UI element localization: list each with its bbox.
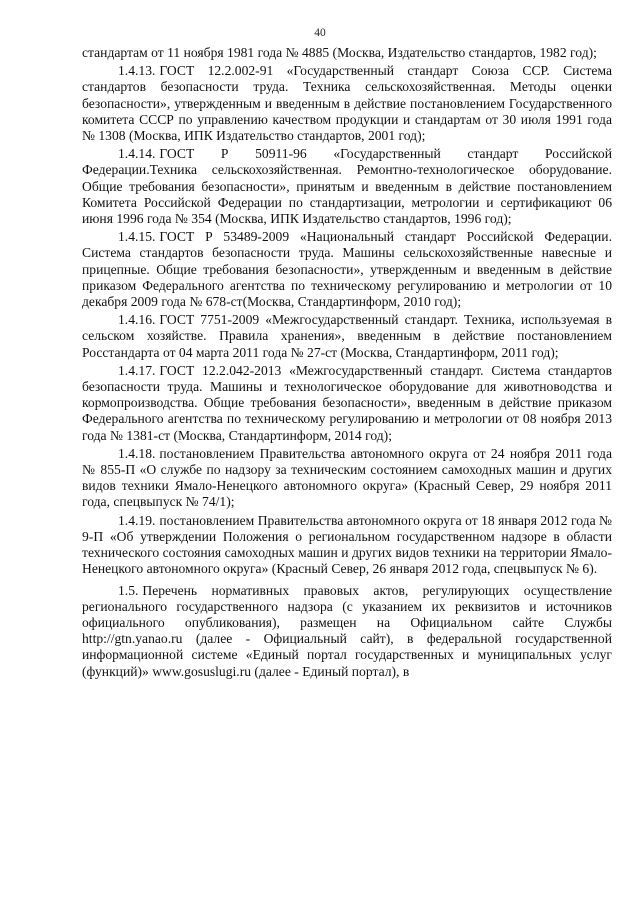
paragraph-number: 1.4.18. <box>118 445 156 461</box>
paragraph-1-4-16 <box>82 312 612 361</box>
document-body <box>82 45 612 682</box>
paragraph-1-4-13 <box>82 63 612 144</box>
paragraph-number: 1.5. <box>118 582 139 598</box>
page-number: 40 <box>314 27 326 39</box>
paragraph-number: 1.4.14. <box>118 146 156 162</box>
paragraph-1-4-15 <box>82 229 612 310</box>
paragraph-text: Перечень нормативных правовых актов, регулирующих осуществление регионального государственного надзора (с указанием их реквизитов и источников официального опубликования), размещен на Официальном сайте Службы http://gtn.yanao.ru (далее - Официальный сайт), в федеральной государственной информационной системе «Единый портал государственных и муниципальных услуг (функций)» www.gosuslugi.ru (далее - Единый портал), в <box>82 582 612 679</box>
paragraph-1-5 <box>82 583 612 680</box>
paragraph-1-4-19 <box>82 513 612 578</box>
paragraph-number: 1.4.13. <box>118 63 156 79</box>
paragraph-number: 1.4.16. <box>118 312 156 328</box>
paragraph-number: 1.4.19. <box>118 512 156 528</box>
paragraph-text: постановлением Правительства автономного округа от 24 ноября 2011 года № 855-П «О службе по надзору за техническим состоянием самоходных машин и других видов техники Ямало-Ненецкого автономного округа» (Красный Север, 29 ноября 2011 года, спецвыпуск № 74/1); <box>82 445 612 510</box>
paragraph-text: постановлением Правительства автономного округа от 18 января 2012 года № 9-П «Об утверждении Положения о региональном государственном надзоре в области технического состояния самоходных машин и других видов техники на территории Ямало-Ненецкого автономного округа» (Красный Север, 26 января 2012 года, спецвыпуск № 6). <box>82 512 612 577</box>
paragraph-text: ГОСТ 12.2.042-2013 «Межгосударственный стандарт. Система стандартов безопасности труда. Машины и технологическое оборудование для животноводства и кормопроизводства. Общие требования безопасности», введенным в действие приказом Федерального агентства по техническому регулированию и метрологии от 08 ноября 2013 года № 1381-ст (Москва, Стандартинформ, 2014 год); <box>82 362 612 443</box>
paragraph-text: ГОСТ Р 50911-96 «Государственный стандарт Российской Федерации.Техника сельскохозяйственная. Ремонтно-технологическое оборудование. Общие требования безопасности», принятым и введенным в действие постановлением Комитета Российской Федерации по стандартизации, метрологии и сертификациют 06 июня 1996 года № 354 (Москва, ИПК Издательство стандартов, 1996 год); <box>82 146 612 227</box>
paragraph-text: ГОСТ Р 53489-2009 «Национальный стандарт Российской Федерации. Система стандартов безопасности труда. Машины сельскохозяйственные навесные и прицепные. Общие требования безопасности», утвержденным и введенным в действие приказом Федерального агентства по техническому регулированию и метрологии от 10 декабря 2009 года № 678-ст(Москва, Стандартинформ, 2010 год); <box>82 229 612 310</box>
paragraph-1-4-14 <box>82 146 612 227</box>
paragraph-number: 1.4.15. <box>118 229 156 245</box>
paragraph-text: ГОСТ 7751-2009 «Межгосударственный стандарт. Техника, используемая в сельском хозяйстве. Правила хранения», введенным в действие постановлением Росстандарта от 04 марта 2011 года № 27-ст (Москва, Стандартинформ, 2011 год); <box>82 312 612 360</box>
paragraph-text: ГОСТ 12.2.002-91 «Государственный стандарт Союза ССР. Система стандартов безопасности труда. Техника сельскохозяйственная. Методы оценки безопасности», утвержденным и введенным в действие постановлением Государственного комитета СССР по управлению качеством продукции и стандартам от 30 июля 1991 года № 1308 (Москва, ИПК Издательство стандартов, 2001 год); <box>82 63 612 144</box>
paragraph-text: стандартам от 11 ноября 1981 года № 4885 (Москва, Издательство стандартов, 1982 год); <box>82 45 597 60</box>
paragraph-1-4-18 <box>82 446 612 511</box>
paragraph-continuation <box>82 45 612 61</box>
paragraph-number: 1.4.17. <box>118 362 156 378</box>
paragraph-1-4-17 <box>82 363 612 444</box>
